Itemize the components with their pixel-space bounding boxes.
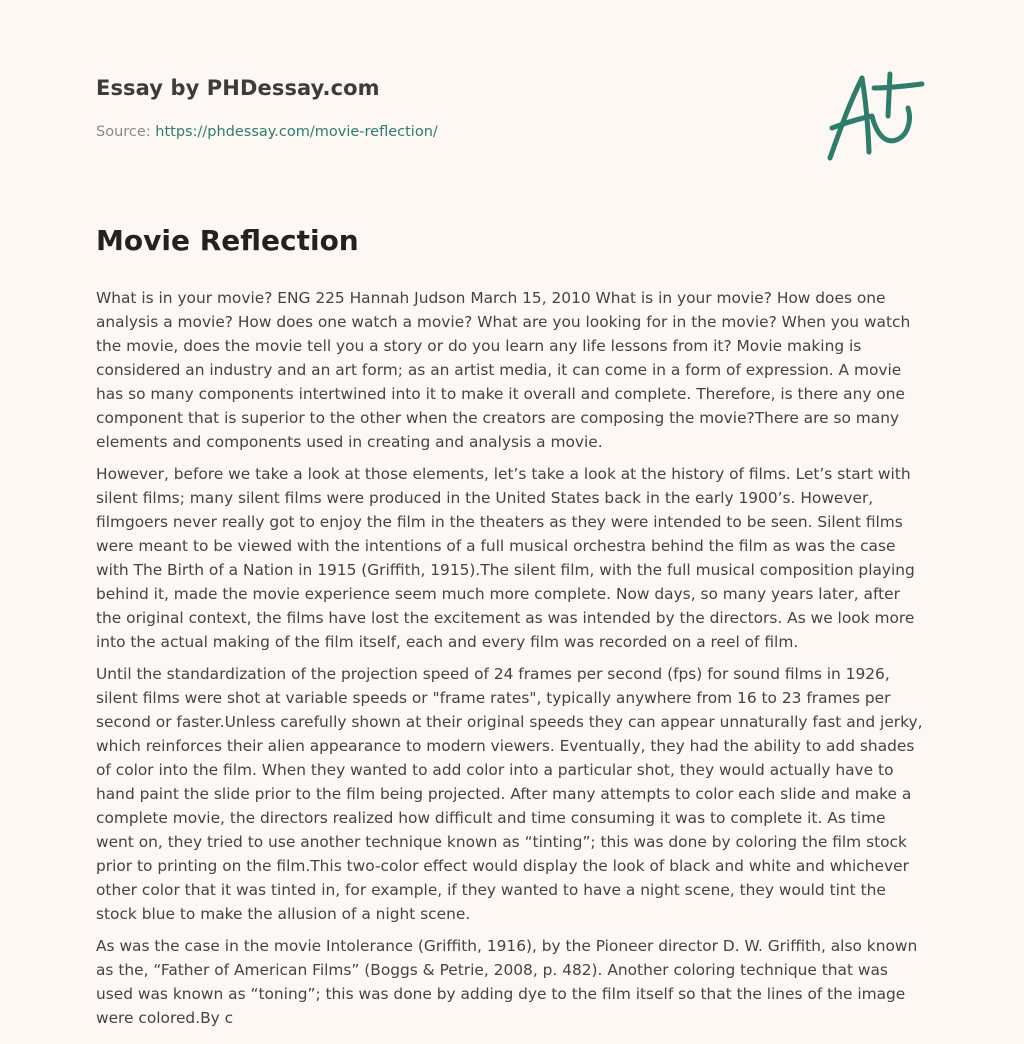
essay-body <box>96 286 928 1038</box>
essay-paragraph: Until the standardization of the projection speed of 24 frames per second (fps) for sound films in 1926, silent films were shot at variable speeds or "frame rates", typically anywhere from 16 to 23 frames per second or faster.Unless carefully shown at their original speeds they can appear unnaturally fast and jerky, which reinforces their alien appearance to modern viewers. Eventually, they had the ability to add shades of color into the film. When they wanted to add color into a particular shot, they would actually have to hand paint the slide prior to the film being projected. After many attempts to color each slide and make a complete movie, the directors realized how difficult and time consuming it was to complete it. As time went on, they tried to use another technique known as “tinting”; this was done by coloring the film stock prior to printing on the film.This two-color effect would display the look of black and white and whichever other color that it was tinted in, for example, if they wanted to have a night scene, they would tint the stock blue to make the allusion of a night scene. <box>96 665 923 923</box>
source-line <box>96 124 438 140</box>
essay-paragraph: However, before we take a look at those elements, let’s take a look at the history of films. Let’s start with silent films; many silent films were produced in the United States back in the early 1900’s. However, filmgoers never really got to enjoy the film in the theaters as they were intended to be seen. Silent films were meant to be viewed with the intentions of a full musical orchestra behind the film as was the case with The Birth of a Nation in 1915 (Griffith, 1915).The silent film, with the full musical composition playing behind it, made the movie experience seem much more complete. Now days, so many years later, after the original context, the films have lost the excitement as was intended by the directors. As we look more into the actual making of the film itself, each and every film was recorded on a reel of film. <box>96 465 915 651</box>
essay-paragraph: What is in your movie? ENG 225 Hannah Judson March 15, 2010 What is in your movie? How does one analysis a movie? How does one watch a movie? What are you looking for in the movie? When you watch the movie, does the movie tell you a story or do you learn any life lessons from it? Movie making is considered an industry and an art form; as an artist media, it can come in a form of expression. A movie has so many components intertwined into it to make it overall and complete. Therefore, is there any one component that is superior to the other when the creators are composing the movie?There are so many elements and components used in creating and analysis a movie. <box>96 289 911 451</box>
site-brand: Essay by PHDessay.com <box>96 76 380 100</box>
essay-paragraph: As was the case in the movie Intolerance (Griffith, 1916), by the Pioneer director D. W. Griffith, also known as the, “Father of American Films” (Boggs & Petrie, 2008, p. 482). Another coloring technique that was used was known as “toning”; this was done by adding dye to the film itself so that the lines of the image were colored.By c <box>96 937 918 1027</box>
a-plus-logo-icon <box>822 66 930 166</box>
essay-title: Movie Reflection <box>96 224 359 257</box>
source-label: Source: <box>96 124 151 140</box>
source-link[interactable]: https://phdessay.com/movie-reflection/ <box>155 124 438 140</box>
